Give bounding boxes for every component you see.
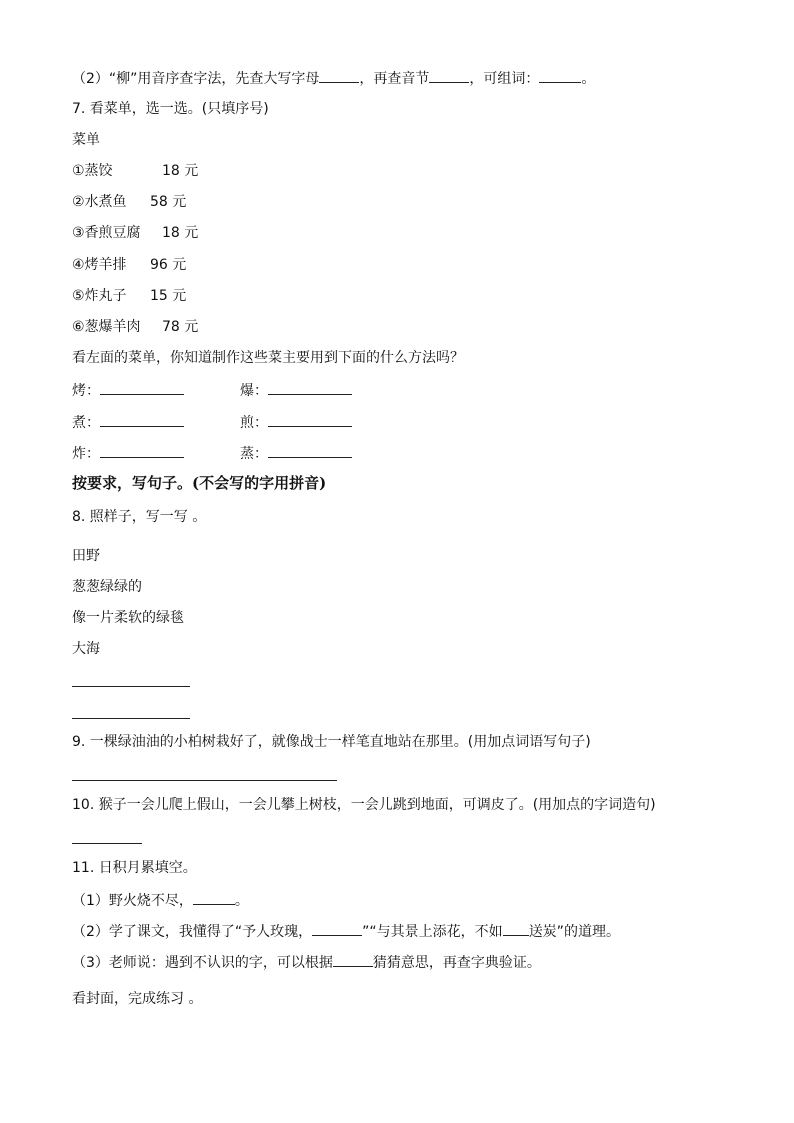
method-steam [240,443,352,463]
q6-item2-end: 。 [581,71,596,87]
q9-text: 9. 一棵绿油油的小柏树栽好了，就像战士一样笔直地站在那里。(用加点词语写句子) [72,734,591,750]
menu-item-name: ④烤羊排 [72,257,127,273]
menu-item-price: 18 元 [162,163,199,179]
menu-item-name: ⑥葱爆羊肉 [72,319,141,335]
menu-item-price: 96 元 [150,257,187,273]
menu-item-price: 78 元 [162,319,199,335]
method-label: 炸： [72,446,100,462]
q11-item1-prefix: （1）野火烧不尽， [72,893,193,909]
method-blank[interactable] [100,443,184,458]
q11-blank-2a[interactable] [312,921,362,936]
menu-item-name: ①蒸饺 [72,163,113,179]
menu-item-price: 15 元 [150,288,187,304]
q8-answer-line-2[interactable] [72,718,190,719]
method-blank[interactable] [268,412,352,427]
method-boil [72,412,184,432]
menu-item-name: ③香煎豆腐 [72,225,141,241]
method-label: 爆： [240,383,268,399]
q11-item1-end: 。 [234,893,249,909]
menu-item [72,318,198,336]
menu-item [72,193,186,211]
q11-blank-2b[interactable] [503,921,529,936]
q8-title: 8. 照样子，写一写 。 [72,509,207,525]
method-label: 蒸： [240,446,268,462]
method-blank[interactable] [100,380,184,395]
q11-item3-end: 猜猜意思，再查字典验证。 [372,955,541,971]
q6-blank-letter[interactable] [319,68,359,83]
final-instruction: 看封面，完成练习 。 [72,991,203,1007]
q6-item2-mid2: ，可组词： [469,71,540,87]
q11-blank-1[interactable] [193,890,235,905]
q11-item3 [72,952,541,972]
q10-answer-line[interactable] [72,843,142,844]
method-label: 烤： [72,383,100,399]
q9-answer-line[interactable] [72,780,337,781]
q6-blank-word[interactable] [539,68,581,83]
menu-item-price: 58 元 [150,194,187,210]
menu-item [72,287,186,305]
menu-item-name: ②水煮鱼 [72,194,127,210]
q11-item3-prefix: （3）老师说：遇到不认识的字，可以根据 [72,955,333,971]
q6-blank-syllable[interactable] [429,68,469,83]
method-blast [240,380,352,400]
menu-item-name: ⑤炸丸子 [72,288,127,304]
method-pan-fry [240,412,352,432]
method-label: 煮： [72,415,100,431]
q8-prompt-line: 大海 [72,641,100,657]
q10-text: 10. 猴子一会儿爬上假山，一会儿攀上树枝，一会儿跳到地面，可调皮了。(用加点的字词造句) [72,797,656,813]
method-bake [72,380,184,400]
q7-question: 看左面的菜单，你知道制作这些菜主要用到下面的什么方法吗？ [72,350,464,366]
q11-item2 [72,921,620,941]
q8-example-line: 田野 [72,548,100,564]
q11-item1 [72,890,249,910]
q11-item2-prefix: （2）学了课文，我懂得了“予人玫瑰， [72,924,313,940]
method-blank[interactable] [268,443,352,458]
q11-blank-3[interactable] [333,952,373,967]
menu-item [72,162,198,180]
q6-item2-prefix: （2）“柳”用音序查字法，先查大写字母 [72,71,320,87]
method-blank[interactable] [268,380,352,395]
q11-title: 11. 日积月累填空。 [72,860,197,876]
q8-example-line: 像一片柔软的绿毯 [72,610,184,626]
section-heading: 按要求，写句子。(不会写的字用拼音) [72,474,327,492]
method-deep-fry [72,443,184,463]
q11-item2-end: 送炭”的道理。 [528,924,620,940]
menu-item [72,224,198,242]
q6-item2-mid1: ，再查音节 [359,71,430,87]
method-blank[interactable] [100,412,184,427]
q7-title: 7. 看菜单，选一选。(只填序号) [72,101,269,117]
q6-item2 [72,68,595,88]
menu-title: 菜单 [72,132,100,148]
q11-item2-mid: ”“与其景上添花，不如 [362,924,503,940]
method-label: 煎： [240,415,268,431]
q8-example-line: 葱葱绿绿的 [72,579,142,595]
menu-item [72,256,186,274]
q8-answer-line-1[interactable] [72,686,190,687]
menu-item-price: 18 元 [162,225,199,241]
